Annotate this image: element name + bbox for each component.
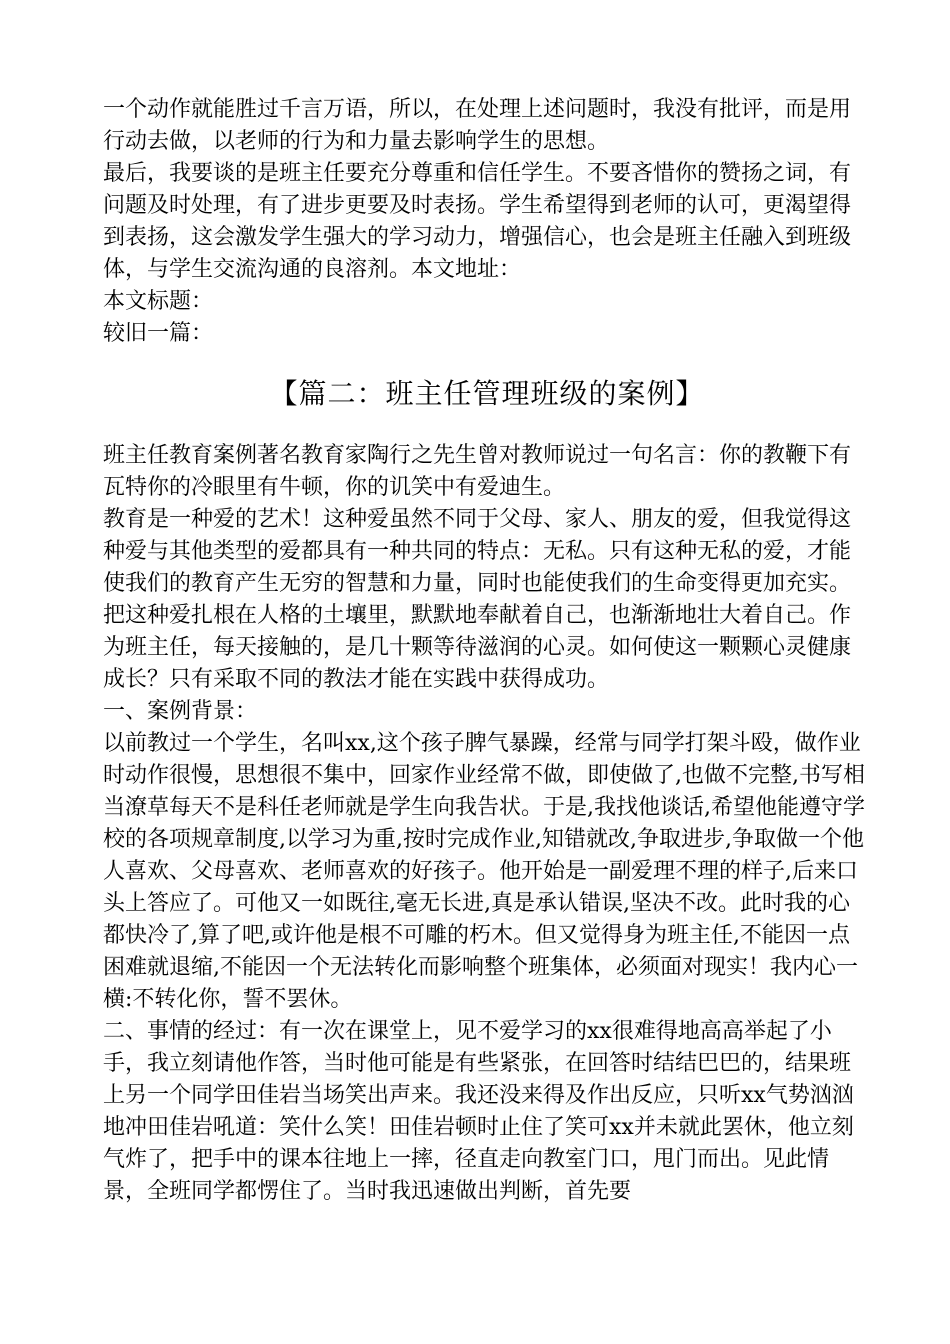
case-background-heading: 一、案例背景： (103, 699, 258, 724)
paragraph-action-over-words: 一个动作就能胜过千言万语，所以，在处理上述问题时，我没有批评，而是用行动去做，以老师的行为和力量去影响学生的思想。 (103, 97, 852, 154)
paragraph-famous-quote: 班主任教育案例著名教育家陶行之先生曾对教师说过一句名言：你的教鞭下有瓦特你的冷眼里有牛顿，你的讥笑中有爱迪生。 (103, 443, 852, 500)
document-body (103, 94, 871, 1208)
paragraph-art-of-love: 教育是一种爱的艺术！这种爱虽然不同于父母、家人、朋友的爱，但我觉得这种爱与其他类型的爱都具有一种共同的特点：无私。只有这种无私的爱，才能使我们的教育产生无穷的智慧和力量，同时也能使我们的生命变得更加充实。把这种爱扎根在人格的土壤里，默默地奉献着自己，也渐渐地壮大着自己。作为班主任，每天接触的，是几十颗等待滋润的心灵。如何使这一颗颗心灵健康成长？只有采取不同的教法才能在实践中获得成功。 (103, 507, 852, 692)
paragraph-case-background: 以前教过一个学生，名叫xx,这个孩子脾气暴躁，经常与同学打架斗殴，做作业时动作很慢，思想很不集中，回家作业经常不做，即使做了,也做不完整,书写相当潦草每天不是科任老师就是学生向我告状。于是,我找他谈话,希望他能遵守学校的各项规章制度,以学习为重,按时完成作业,知错就改,争取进步,争取做一个他人喜欢、父母喜欢、老师喜欢的好孩子。他开始是一副爱理不理的样子,后来口头上答应了。可他又一如既往,毫无长进,真是承认错误,坚决不改。此时我的心都快冷了,算了吧,或许他是根不可雕的朽木。但又觉得身为班主任,不能因一点困难就退缩,不能因一个无法转化而影响整个班集体，必须面对现实！我内心一横:不转化你，誓不罢休。 (103, 731, 865, 1012)
article-title-label: 本文标题： (103, 289, 214, 314)
paragraph-event-process: 二、事情的经过：有一次在课堂上，见不爱学习的xx很难得地高高举起了小手，我立刻请他作答，当时他可能是有些紧张，在回答时结结巴巴的，结果班上另一个同学田佳岩当场笑出声来。我还没来得及作出反应，只听xx气势汹汹地冲田佳岩吼道：笑什么笑！田佳岩顿时止住了笑可xx并未就此罢休，他立刻气炸了，把手中的课本往地上一摔，径直走向教室门口，甩门而出。见此情景，全班同学都愣住了。当时我迅速做出判断，首先要 (103, 1019, 854, 1204)
previous-article-label: 较旧一篇： (103, 321, 214, 346)
section-heading: 【篇二：班主任管理班级的案例】 (269, 377, 705, 410)
paragraph-respect-and-trust: 最后，我要谈的是班主任要充分尊重和信任学生。不要吝惜你的赞扬之词，有问题及时处理，有了进步更要及时表扬。学生希望得到老师的认可，更渴望得到表扬，这会激发学生强大的学习动力，增强信心，也会是班主任融入到班级体，与学生交流沟通的良溶剂。本文地址： (103, 161, 852, 282)
